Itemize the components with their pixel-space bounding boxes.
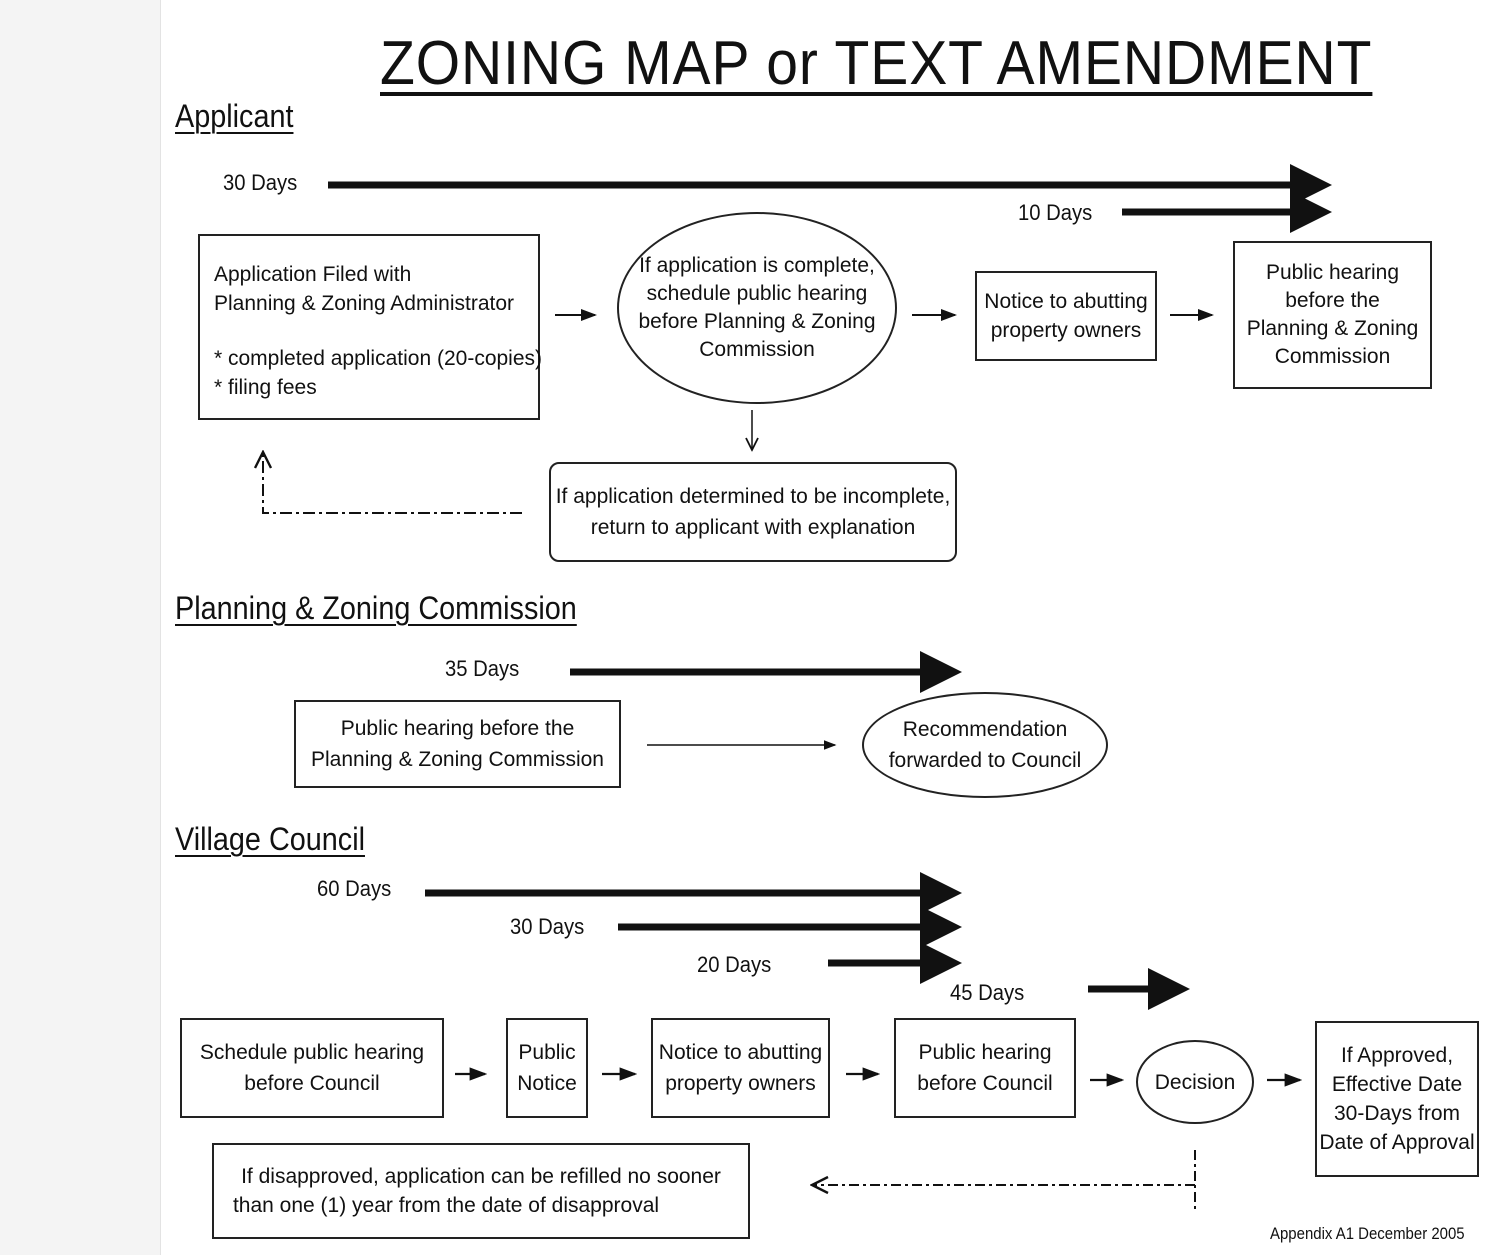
approved-box	[1315, 1021, 1479, 1177]
timeline-label-council-60: 60 Days	[317, 876, 392, 901]
section-heading-commission: Planning & Zoning Commission	[175, 590, 577, 626]
application-filed-line2: Planning & Zoning Administrator	[214, 292, 514, 315]
complete-check-line1: If application is complete,	[639, 254, 875, 277]
page-title: ZONING MAP or TEXT AMENDMENT	[380, 29, 1373, 98]
council-notice-line1: Notice to abutting	[658, 1041, 823, 1064]
hearing-line1: Public hearing	[1265, 261, 1400, 284]
return-arrow-incomplete-to-application	[263, 452, 522, 513]
application-complete-ellipse	[617, 212, 897, 404]
application-requirement-copies: * completed application (20-copies)	[214, 347, 543, 370]
application-filed-box	[198, 234, 543, 420]
decision-label: Decision	[1154, 1070, 1236, 1094]
approved-line4: Date of Approval	[1319, 1131, 1475, 1154]
decision-ellipse	[1136, 1040, 1254, 1124]
notice-abutting-box-council	[651, 1018, 830, 1118]
return-arrow-decision-to-disapproved	[812, 1150, 1195, 1210]
public-hearing-box-applicant	[1233, 241, 1432, 389]
commission-hearing-line1: Public hearing before the	[340, 717, 575, 740]
recommendation-line2: forwarded to Council	[888, 749, 1082, 772]
complete-check-line2: schedule public hearing	[646, 282, 868, 305]
council-hearing-line2: before Council	[917, 1072, 1053, 1095]
appendix-footer: Appendix A1 December 2005	[1270, 1224, 1465, 1243]
recommendation-line1: Recommendation	[902, 718, 1068, 741]
application-incomplete-box	[549, 462, 957, 562]
disapproved-box	[212, 1143, 750, 1239]
schedule-line1: Schedule public hearing	[199, 1041, 425, 1064]
timeline-label-council-45: 45 Days	[950, 980, 1025, 1005]
disapproved-line1: If disapproved, application can be refilled no sooner	[241, 1165, 721, 1188]
notice-abutting-box-applicant	[975, 271, 1157, 361]
commission-hearing-line2: Planning & Zoning Commission	[311, 748, 604, 771]
notice-line1: Notice to abutting	[984, 290, 1148, 313]
public-notice-line2: Notice	[517, 1072, 577, 1095]
incomplete-line1: If application determined to be incomplete,	[555, 485, 951, 508]
section-heading-council: Village Council	[175, 821, 365, 857]
application-filed-line1: Application Filed with	[214, 263, 412, 286]
application-requirement-fees: * filing fees	[214, 376, 317, 399]
public-notice-box	[506, 1018, 588, 1118]
schedule-hearing-box	[180, 1018, 444, 1118]
public-notice-line1: Public	[518, 1041, 576, 1064]
schedule-line2: before Council	[244, 1072, 380, 1095]
hearing-line2: before the	[1285, 289, 1380, 312]
recommendation-ellipse	[862, 692, 1108, 798]
section-heading-applicant: Applicant	[175, 98, 294, 134]
notice-line2: property owners	[990, 319, 1142, 342]
hearing-line3: Planning & Zoning	[1246, 317, 1419, 340]
approved-line3: 30-Days from	[1333, 1102, 1461, 1125]
incomplete-line2: return to applicant with explanation	[590, 516, 916, 539]
complete-check-line4: Commission	[699, 338, 815, 361]
council-hearing-box	[894, 1018, 1076, 1118]
council-hearing-line1: Public hearing	[918, 1041, 1052, 1064]
timeline-label-applicant-10: 10 Days	[1018, 200, 1093, 225]
timeline-label-commission-35: 35 Days	[445, 656, 520, 681]
disapproved-line2: than one (1) year from the date of disapproval	[232, 1194, 660, 1217]
timeline-label-council-30: 30 Days	[510, 914, 585, 939]
commission-hearing-box	[294, 700, 621, 788]
complete-check-line3: before Planning & Zoning	[638, 310, 876, 333]
timeline-label-council-20: 20 Days	[697, 952, 772, 977]
approved-line2: Effective Date	[1331, 1073, 1463, 1096]
approved-line1: If Approved,	[1340, 1044, 1454, 1067]
hearing-line4: Commission	[1274, 345, 1391, 368]
timeline-label-applicant-30: 30 Days	[223, 170, 298, 195]
council-notice-line2: property owners	[665, 1072, 816, 1095]
